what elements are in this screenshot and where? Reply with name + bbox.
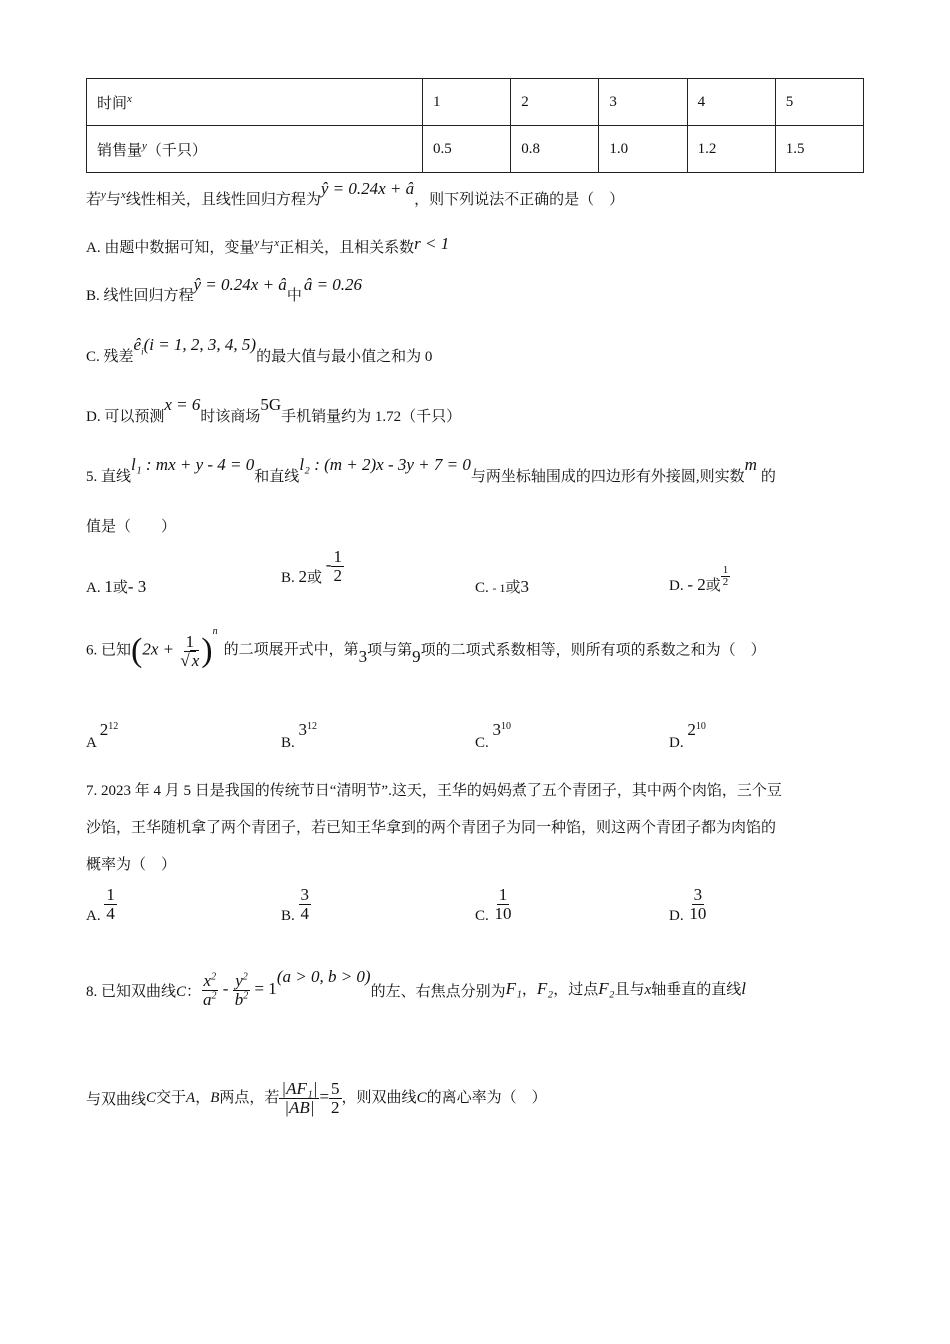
q4-option-d: D. 可以预测x = 6时该商场5G手机销量约为 1.72（千只） [86, 395, 462, 425]
q5-option-a: A. 1或- 3 [86, 577, 147, 596]
q6-option-b: B. $3^{12}$ [281, 720, 318, 751]
q6-option-d: D. $2^{10}$ [669, 720, 706, 751]
table-cell: 2 [511, 79, 599, 126]
q6-option-a: A $2^{12}$ [86, 720, 119, 751]
q8-stem: 8. 已知双曲线C： $\frac{x^2}{a^2}$ - $\frac{y^2}{b^2}$ = 1(a > 0, b > 0)的左、右焦点分别为F₁，F₂，过点F₂且与x轴垂直的直线l [86, 966, 746, 1009]
q4-option-c: C. 残差$ê_i(i = 1$, 2, 3, 4, 5)的最大值与最小值之和为 0 [86, 335, 433, 365]
q4-option-b: B. 线性回归方程ŷ = 0.24x + â中â = 0.26 [86, 275, 363, 304]
q5-option-c: C. - 1或3 [475, 577, 530, 596]
table-header-cell: 销售量$^y$（千只） [87, 126, 423, 173]
table-cell: 1.0 [599, 126, 687, 173]
q6-option-c: C. $3^{10}$ [475, 720, 512, 751]
table-row [87, 79, 864, 126]
data-table [86, 78, 864, 173]
q7-stem-line1: 7. 2023 年 4 月 5 日是我国的传统节日“清明节”.这天，王华的妈妈煮了五个青团子，其中两个肉馅，三个豆 [86, 783, 782, 799]
table-cell: 1 [423, 79, 511, 126]
q7-option-b: B. $\frac{3}{4}$ [281, 885, 310, 924]
table-cell: 5 [775, 79, 863, 126]
regression-equation: ŷ = 0.24x + â [320, 179, 415, 198]
q6-stem: 6. 已知(2x + $\frac{1}{√ x}$ )$^n$的二项展开式中，第3项与第9项的二项式系数相等，则所有项的系数之和为（ ） [86, 626, 766, 670]
q7-stem-line3: 概率为（ ） [86, 857, 177, 873]
table-cell: 0.8 [511, 126, 599, 173]
q4-stem: 若$^y$与$^x$线性相关，且线性回归方程为ŷ = 0.24x + â，则下列说法不正确的是（ ） [86, 179, 625, 208]
q4-option-a: A. 由题中数据可知，变量$^y$与$^x$正相关，且相关系数r < 1 [86, 234, 450, 256]
q7-option-d: D. $\frac{3}{10}$ [669, 885, 707, 924]
q7-option-c: C. $\frac{1}{10}$ [475, 885, 512, 924]
table-cell: 1.2 [687, 126, 775, 173]
q5-option-d: D. - 2或 $\frac{1}{2}$ [669, 563, 729, 594]
table-cell: 4 [687, 79, 775, 126]
table-cell: 3 [599, 79, 687, 126]
q5-option-b: B. 2或 - $\frac{1}{2}$ [281, 547, 342, 586]
table-row [87, 126, 864, 173]
table-cell: 1.5 [775, 126, 863, 173]
q7-option-a: A. $\frac{1}{4}$ [86, 885, 115, 924]
q8-stem-cont: 与双曲线C交于A，B两点，若 $\frac{\text{|AF₁|}}{|AB|}$ = $\frac{5}{2}$ ，则双曲线C的离心率为（ ） [86, 1079, 547, 1117]
table-cell: 0.5 [423, 126, 511, 173]
table-header-cell: 时间$^x$ [87, 79, 423, 126]
q5-stem: 5. 直线l₁ : mx + y - 4 = 0和直线l₂ : (m + 2)x - 3y + 7 = 0与两坐标轴围成的四边形有外接圆,则实数m的 [86, 455, 776, 485]
q5-stem-cont: 值是（ ） [86, 519, 177, 535]
q7-stem-line2: 沙馅，王华随机拿了两个青团子，若已知王华拿到的两个青团子为同一种馅，则这两个青团子都为肉馅的 [86, 820, 777, 836]
